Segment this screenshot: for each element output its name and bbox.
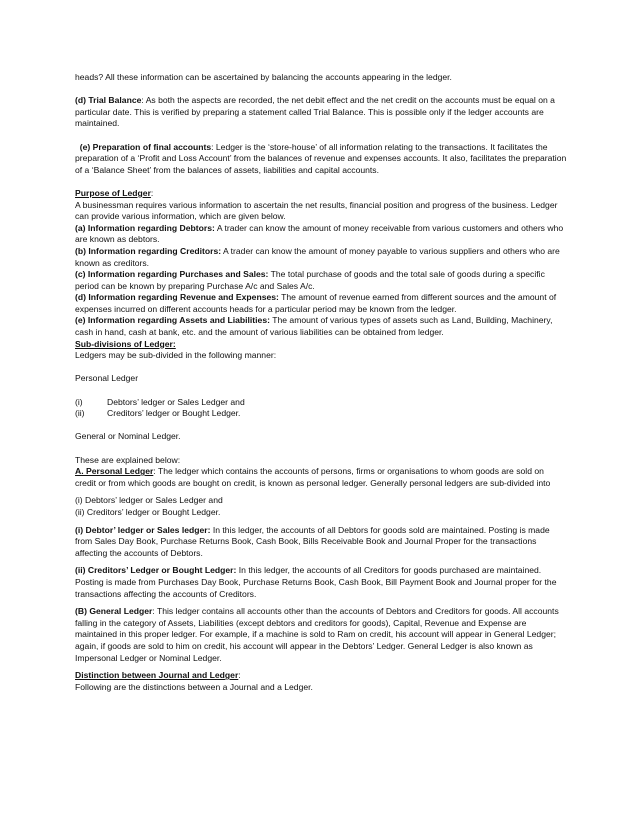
purpose-item-text: The total purchase of goods and the total sale of goods during a specific period can be known by preparing Purchase A/c and Sales A/c. bbox=[75, 269, 545, 291]
purpose-item bbox=[75, 269, 567, 292]
distinction-heading-line bbox=[75, 670, 567, 682]
purpose-item-text: The amount of revenue earned from different sources and the amount of expenses incurred on different accounts heads for a particular period may be known from the ledger. bbox=[75, 292, 557, 314]
purpose-intro: A businessman requires various information to ascertain the net results, financial position and progress of the business. Ledger can provide various information, which are given below. bbox=[75, 199, 558, 222]
personal-ledger-heading: A. Personal Ledger bbox=[75, 466, 154, 477]
personal-ledger-label: Personal Ledger bbox=[75, 373, 139, 384]
purpose-item bbox=[75, 223, 567, 246]
trial-balance-paragraph bbox=[75, 95, 567, 130]
trial-balance-text: : As both the aspects are recorded, the net debit effect and the net credit on the accounts must be equal on a particular date. This is verified by preparing a statement called Trial Balance. This is possible only if the ledger accounts are maintained. bbox=[75, 95, 555, 129]
creditor-ledger-paragraph bbox=[75, 565, 567, 600]
trial-balance-heading: (d) Trial Balance bbox=[75, 95, 142, 106]
list-text: Creditors’ ledger or Bought Ledger. bbox=[107, 408, 241, 419]
distinction-colon: : bbox=[238, 670, 241, 681]
purpose-item-heading: (e) Information regarding Assets and Liabilities: bbox=[75, 315, 270, 326]
purpose-item-text: A trader can know the amount of money receivable from various customers and others who are known as debtors. bbox=[75, 222, 564, 245]
subdivisions-intro: Ledgers may be sub-divided in the following manner: bbox=[75, 350, 277, 361]
purpose-item-heading: (d) Information regarding Revenue and Expenses: bbox=[75, 292, 279, 303]
purpose-item-text: The amount of various types of assets such as Land, Building, Machinery, cash in hand, cash at bank, etc. and the amount of various liabilities can be obtained from ledger. bbox=[75, 315, 553, 338]
intro-paragraph: heads? All these information can be ascertained by balancing the accounts appearing in the ledger. bbox=[75, 72, 452, 82]
explained-intro: These are explained below: bbox=[75, 454, 181, 465]
final-accounts-paragraph bbox=[75, 142, 567, 177]
purpose-item-heading: (a) Information regarding Debtors: bbox=[75, 222, 215, 233]
distinction-heading: Distinction between Journal and Ledger bbox=[75, 670, 239, 681]
debtor-ledger-heading: (i) Debtor’ ledger or Sales ledger: bbox=[75, 524, 211, 535]
general-ledger-heading: (B) General Ledger bbox=[75, 606, 153, 617]
purpose-item bbox=[75, 246, 567, 269]
general-ledger-text: : This ledger contains all accounts other than the accounts of Debtors and Creditors for goods. All accounts falling in the category of Assets, Liabilities (except debtors and creditors for goods), Capital, Revenue and Expense are maintained in this proper ledger. For example, if a machine is sold to Ram on credit, his account will appear in General Ledger; again, if goods are sold to him on credit, his account will appear in the Debtors’ Ledger. General Ledger is also known as Impersonal Ledger or Nominal Ledger. bbox=[75, 606, 559, 663]
personal-list-item: (ii) Creditors’ ledger or Bought Ledger. bbox=[75, 506, 221, 517]
general-ledger-paragraph bbox=[75, 606, 567, 664]
list-number: (i) bbox=[75, 396, 83, 407]
subdivisions-heading: Sub-divisions of Ledger: bbox=[75, 338, 176, 349]
purpose-item bbox=[75, 292, 567, 315]
purpose-heading: Purpose of Ledger bbox=[75, 187, 151, 198]
purpose-item-text: A trader can know the amount of money payable to various suppliers and others who are known as creditors. bbox=[75, 245, 560, 268]
purpose-item-heading: (b) Information regarding Creditors: bbox=[75, 245, 222, 256]
personal-ledger-text: : The ledger which contains the accounts of persons, firms or organisations to whom goods are sold on credit or from which goods are bought on credit, is known as personal ledger. Generally personal ledgers are sub-divided into bbox=[75, 466, 551, 488]
final-accounts-text: : Ledger is the ‘store-house’ of all information relating to the transactions. It facilitates the preparation of a ‘Profit and Loss Account’ from the balances of revenue and expenses accounts. It also, facilitates the preparation of a ‘Balance Sheet’ from the balances of assets, liabilities and capital accounts. bbox=[75, 141, 567, 175]
personal-list-item: (i) Debtors’ ledger or Sales Ledger and bbox=[75, 495, 223, 506]
debtor-ledger-text: In this ledger, the accounts of all Debtors for goods sold are maintained. Posting is made from Sales Day Book, Purchase Returns Book, Cash Book, Bills Receivable Book and Journal Proper for the transactions affecting the accounts of Debtors. bbox=[75, 524, 550, 558]
final-accounts-heading: Preparation of final accounts bbox=[92, 141, 212, 152]
list-number: (ii) bbox=[75, 408, 85, 419]
subdivision-list-item bbox=[75, 408, 567, 420]
final-accounts-prefix: (e) bbox=[79, 141, 93, 152]
purpose-item-heading: (c) Information regarding Purchases and Sales: bbox=[75, 269, 269, 280]
distinction-text: Following are the distinctions between a Journal and a Ledger. bbox=[75, 681, 313, 692]
creditor-ledger-heading: (ii) Creditors’ Ledger or Bought Ledger: bbox=[75, 565, 237, 576]
purpose-colon: : bbox=[150, 187, 154, 198]
document-page bbox=[75, 72, 567, 693]
purpose-item bbox=[75, 315, 567, 338]
list-text: Debtors’ ledger or Sales Ledger and bbox=[107, 396, 245, 407]
general-ledger-label: General or Nominal Ledger. bbox=[75, 431, 181, 442]
creditor-ledger-text: In this ledger, the accounts of all Creditors for goods purchased are maintained. Posting is made from Purchases Day Book, Purchase Returns Book, Cash Book, Bill Payment Book and Journal proper for the transactions affecting the accounts of Creditors. bbox=[75, 565, 557, 599]
subdivision-list-item bbox=[75, 397, 567, 409]
purpose-heading-line bbox=[75, 188, 567, 200]
personal-ledger-paragraph bbox=[75, 466, 567, 489]
debtor-ledger-paragraph bbox=[75, 525, 567, 560]
